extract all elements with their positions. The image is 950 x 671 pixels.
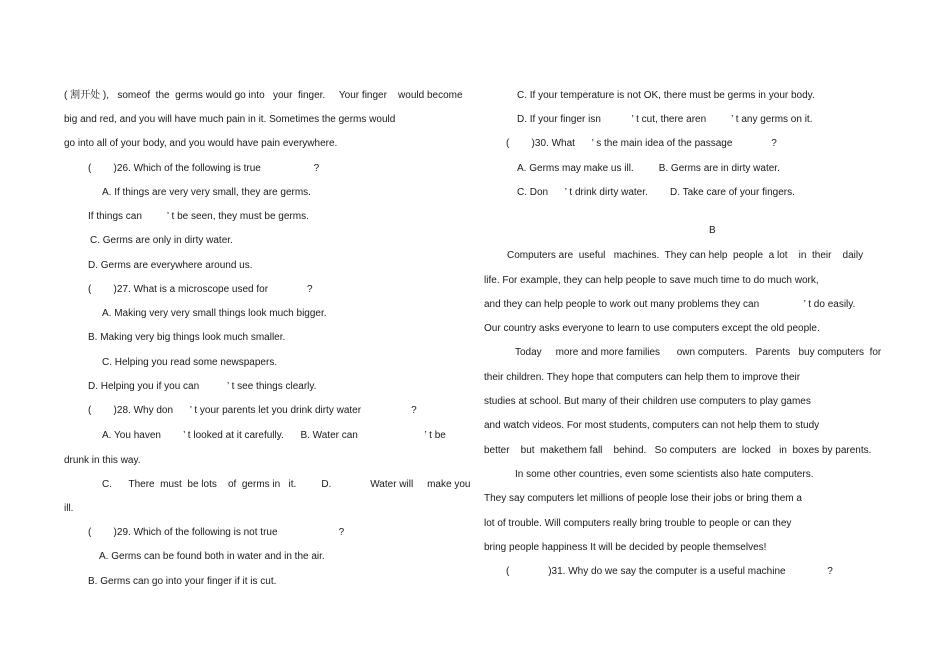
option-a-b: A. Germs may make us ill. B. Germs are in dirty water. <box>517 163 780 174</box>
passage-line: They say computers let millions of people lose their jobs or bring them a <box>484 493 802 504</box>
option-c: C. If your temperature is not OK, there must be germs in your body. <box>517 90 815 101</box>
text-line: big and red, and you will have much pain in it. Sometimes the germs would <box>64 114 396 125</box>
option-a: A. Germs can be found both in water and in the air. <box>99 551 325 562</box>
passage-line: Our country asks everyone to learn to use computers except the old people. <box>484 323 820 334</box>
passage-line: lot of trouble. Will computers really bring trouble to people or can they <box>484 518 792 529</box>
question-28: ( )28. Why don ’ t your parents let you drink dirty water ? <box>88 405 417 416</box>
text-line: go into all of your body, and you would have pain everywhere. <box>64 138 338 149</box>
passage-line: better but makethem fall behind. So computers are locked in boxes by parents. <box>484 445 872 456</box>
passage-line: and watch videos. For most students, computers can not help them to study <box>484 420 820 431</box>
option-d: D. If your finger isn ’ t cut, there aren ’ t any germs on it. <box>517 114 813 125</box>
passage-line: bring people happiness It will be decided by people themselves! <box>484 542 767 553</box>
option-d: D. Helping you if you can ’ t see things clearly. <box>88 381 317 392</box>
question-29: ( )29. Which of the following is not true ? <box>88 527 345 538</box>
passage-line: life. For example, they can help people to save much time to do much work, <box>484 275 819 286</box>
question-26: ( )26. Which of the following is true ? <box>88 163 320 174</box>
option-c-d: C. Don ’ t drink dirty water. D. Take care of your fingers. <box>517 187 795 198</box>
passage-line: Today more and more families own computers. Parents buy computers for <box>515 347 882 358</box>
question-31: ( )31. Why do we say the computer is a useful machine ? <box>506 566 833 577</box>
option-a: A. Making very very small things look much bigger. <box>102 308 327 319</box>
text-line: ill. <box>64 503 74 514</box>
option-d: D. Germs are everywhere around us. <box>88 260 253 271</box>
option-c: C. Germs are only in dirty water. <box>90 235 233 246</box>
passage-line: studies at school. But many of their children use computers to play games <box>484 396 811 407</box>
passage-line: their children. They hope that computers can help them to improve their <box>484 372 801 383</box>
text-line: drunk in this way. <box>64 455 141 466</box>
question-30: ( )30. What ’ s the main idea of the passage ? <box>506 138 777 149</box>
option-a: A. If things are very very small, they are germs. <box>102 187 311 198</box>
passage-line: and they can help people to work out many problems they can ’ t do easily. <box>484 299 856 310</box>
option-c: C. Helping you read some newspapers. <box>102 357 278 368</box>
passage-line: In some other countries, even some scientists also hate computers. <box>515 469 814 480</box>
option-c-d: C. There must be lots of germs in it. D. Water will make you <box>102 479 471 490</box>
option-a-b: A. You haven ’ t looked at it carefully. B. Water can ’ t be <box>102 430 446 441</box>
text-line: ( 割开处 ), someof the germs would go into your finger. Your finger would become <box>64 90 463 101</box>
option-b: B. Making very big things look much smaller. <box>88 332 286 343</box>
option-b: If things can ’ t be seen, they must be germs. <box>88 211 309 222</box>
question-27: ( )27. What is a microscope used for ? <box>88 284 313 295</box>
passage-line: Computers are useful machines. They can help people a lot in their daily <box>507 250 864 261</box>
section-heading: B <box>709 225 716 236</box>
option-b: B. Germs can go into your finger if it is cut. <box>88 576 277 587</box>
